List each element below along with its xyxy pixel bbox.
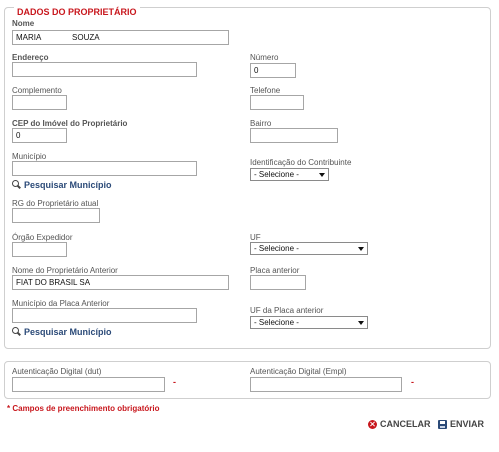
complemento-input[interactable] <box>12 95 67 110</box>
nome-anterior-input[interactable]: FIAT DO BRASIL SA <box>12 275 229 290</box>
uf-placa-selected: - Selecione - <box>254 318 299 327</box>
numero-input[interactable]: 0 <box>250 63 296 78</box>
identificacao-label: Identificação do Contribuinte <box>250 158 352 167</box>
nome-anterior-label: Nome do Proprietário Anterior <box>12 266 118 275</box>
cep-label: CEP do Imóvel do Proprietário <box>12 119 128 128</box>
aut-dut-input[interactable] <box>12 377 165 392</box>
owner-data-panel <box>4 7 491 349</box>
required-fields-note: * Campos de preenchimento obrigatório <box>7 404 160 413</box>
nome-input[interactable]: MARIA SOUZA <box>12 30 229 45</box>
send-button[interactable] <box>438 419 484 429</box>
uf-label: UF <box>250 233 261 242</box>
orgao-input[interactable] <box>12 242 67 257</box>
municipio-placa-label: Município da Placa Anterior <box>12 299 110 308</box>
identificacao-select[interactable] <box>250 168 329 181</box>
chevron-down-icon <box>319 173 325 177</box>
cancel-button-label: CANCELAR <box>380 419 431 429</box>
complemento-label: Complemento <box>12 86 62 95</box>
uf-placa-label: UF da Placa anterior <box>250 306 324 315</box>
uf-selected: - Selecione - <box>254 244 299 253</box>
pesquisar-municipio-link[interactable] <box>12 180 112 190</box>
endereco-input[interactable] <box>12 62 197 77</box>
aut-dut-required-mark: - <box>173 377 176 387</box>
search-icon <box>12 180 21 189</box>
placa-anterior-label: Placa anterior <box>250 266 300 275</box>
bairro-input[interactable] <box>250 128 338 143</box>
chevron-down-icon <box>358 247 364 251</box>
cep-input[interactable]: 0 <box>12 128 67 143</box>
pesquisar-municipio-placa-text: Pesquisar Município <box>24 327 112 337</box>
pesquisar-municipio-placa-link[interactable] <box>12 327 112 337</box>
rg-label: RG do Proprietário atual <box>12 199 99 208</box>
chevron-down-icon <box>358 321 364 325</box>
section-title: DADOS DO PROPRIETÁRIO <box>14 7 140 17</box>
aut-empl-required-mark: - <box>411 377 414 387</box>
endereco-label: Endereço <box>12 53 49 62</box>
identificacao-selected: - Selecione - <box>254 170 299 179</box>
municipio-placa-input[interactable] <box>12 308 197 323</box>
cancel-button[interactable] <box>368 419 431 429</box>
municipio-label: Município <box>12 152 47 161</box>
telefone-input[interactable] <box>250 95 304 110</box>
aut-dut-label: Autenticação Digital (dut) <box>12 367 102 376</box>
cancel-icon <box>368 420 377 429</box>
numero-label: Número <box>250 53 279 62</box>
placa-anterior-input[interactable] <box>250 275 306 290</box>
uf-placa-select[interactable] <box>250 316 368 329</box>
orgao-label: Órgão Expedidor <box>12 233 73 242</box>
aut-empl-input[interactable] <box>250 377 402 392</box>
municipio-input[interactable] <box>12 161 197 176</box>
save-icon <box>438 420 447 429</box>
telefone-label: Telefone <box>250 86 281 95</box>
rg-input[interactable] <box>12 208 100 223</box>
aut-empl-label: Autenticação Digital (Empl) <box>250 367 347 376</box>
send-button-label: ENVIAR <box>450 419 485 429</box>
pesquisar-municipio-text: Pesquisar Município <box>24 180 112 190</box>
search-icon <box>12 327 21 336</box>
uf-select[interactable] <box>250 242 368 255</box>
nome-label: Nome <box>12 19 35 28</box>
bairro-label: Bairro <box>250 119 272 128</box>
